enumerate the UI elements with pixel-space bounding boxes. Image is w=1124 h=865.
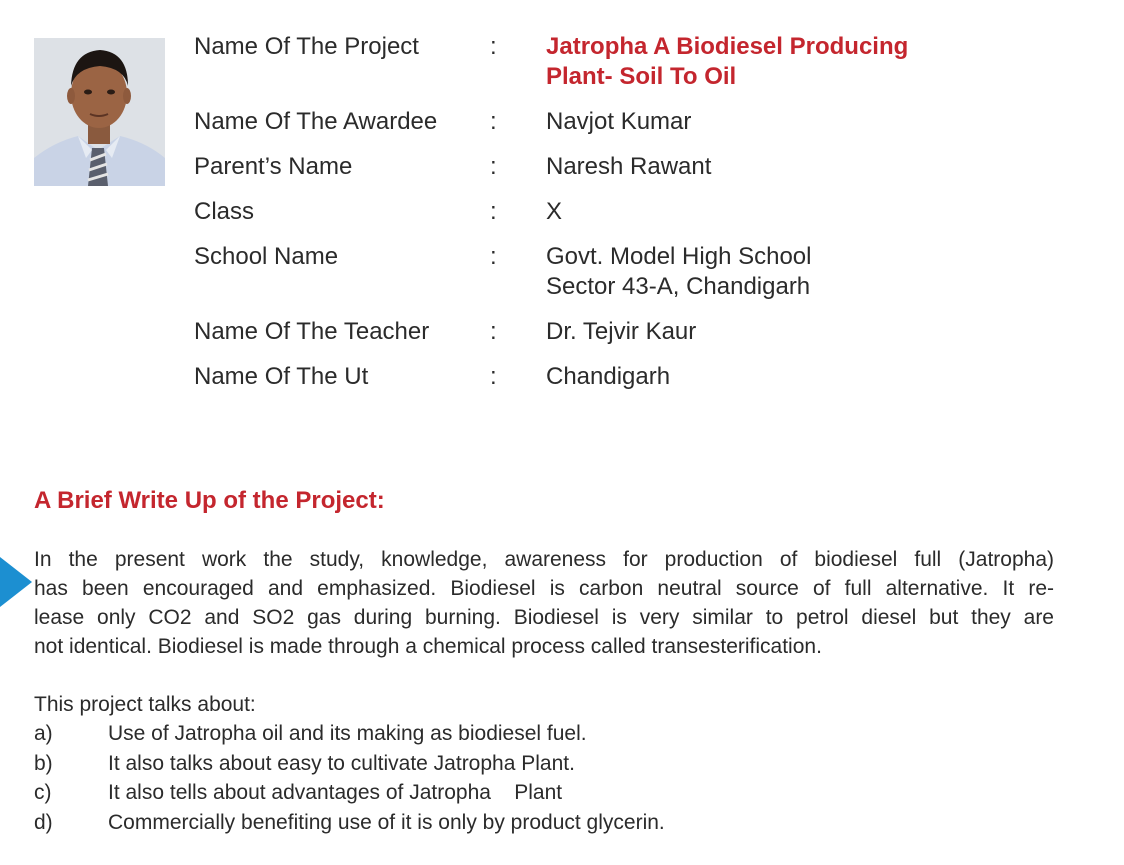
colon: : <box>490 318 497 345</box>
awardee-name-value: Navjot Kumar <box>546 108 692 135</box>
school-name-value <box>546 242 811 302</box>
colon: : <box>490 153 497 180</box>
project-name-value <box>546 32 908 92</box>
writeup-list <box>34 719 665 837</box>
list-text: Use of Jatropha oil and its making as biodiesel fuel. <box>108 722 587 745</box>
awardee-photo <box>34 38 165 186</box>
colon: : <box>490 363 497 390</box>
list-marker: a) <box>34 722 53 745</box>
writeup-intro: This project talks about: <box>34 693 256 716</box>
paragraph-line: In the present work the study, knowledge, awareness for production of biodiesel full (Jatropha) <box>34 548 1054 571</box>
list-item <box>34 719 665 749</box>
colon: : <box>490 243 497 270</box>
list-text: Commercially benefiting use of it is only by product glycerin. <box>108 810 665 834</box>
class-row <box>194 197 1094 227</box>
project-name-row <box>194 32 1094 92</box>
list-text: It also tells about advantages of Jatropha Plant <box>108 781 563 804</box>
writeup-paragraph <box>34 545 1054 661</box>
teacher-name-value: Dr. Tejvir Kaur <box>546 318 697 345</box>
class-value: X <box>546 198 563 225</box>
list-item <box>34 808 665 838</box>
colon: : <box>490 33 497 60</box>
project-name-label: Name Of The Project <box>194 33 419 60</box>
list-item <box>34 778 665 808</box>
parent-name-value: Naresh Rawant <box>546 153 712 180</box>
teacher-name-row <box>194 317 1094 347</box>
list-marker: d) <box>34 810 53 834</box>
colon: : <box>490 198 497 225</box>
parent-name-label: Parent’s Name <box>194 153 353 180</box>
school-name-row <box>194 242 1094 302</box>
school-name-line-2: Sector 43-A, Chandigarh <box>546 273 811 300</box>
parent-name-row <box>194 152 1094 182</box>
list-item <box>34 749 665 779</box>
paragraph-line: lease only CO2 and SO2 gas during burning. Biodiesel is very similar to petrol diesel but they are <box>34 606 1054 629</box>
ut-name-label: Name Of The Ut <box>194 363 369 390</box>
project-name-line-1: Jatropha A Biodiesel Producing <box>546 33 909 60</box>
list-text: It also talks about easy to cultivate Jatropha Plant. <box>108 751 575 775</box>
paragraph-line: not identical. Biodiesel is made through a chemical process called transesterification. <box>34 635 822 658</box>
ut-name-row <box>194 362 1094 392</box>
awardee-name-label: Name Of The Awardee <box>194 108 438 135</box>
paragraph-line: has been encouraged and emphasized. Biodiesel is carbon neutral source of full alternative. It re- <box>34 577 1054 600</box>
arrow-marker-icon <box>0 557 32 607</box>
ut-name-value: Chandigarh <box>546 363 671 390</box>
awardee-name-row <box>194 107 1094 137</box>
writeup-title: A Brief Write Up of the Project: <box>34 487 385 514</box>
colon: : <box>490 108 497 135</box>
teacher-name-label: Name Of The Teacher <box>194 318 430 345</box>
school-name-label: School Name <box>194 243 339 270</box>
portrait-image <box>34 38 165 186</box>
list-marker: b) <box>34 751 53 775</box>
list-marker: c) <box>34 781 52 804</box>
class-label: Class <box>194 198 255 225</box>
project-name-line-2: Plant- Soil To Oil <box>546 63 737 90</box>
school-name-line-1: Govt. Model High School <box>546 243 812 270</box>
